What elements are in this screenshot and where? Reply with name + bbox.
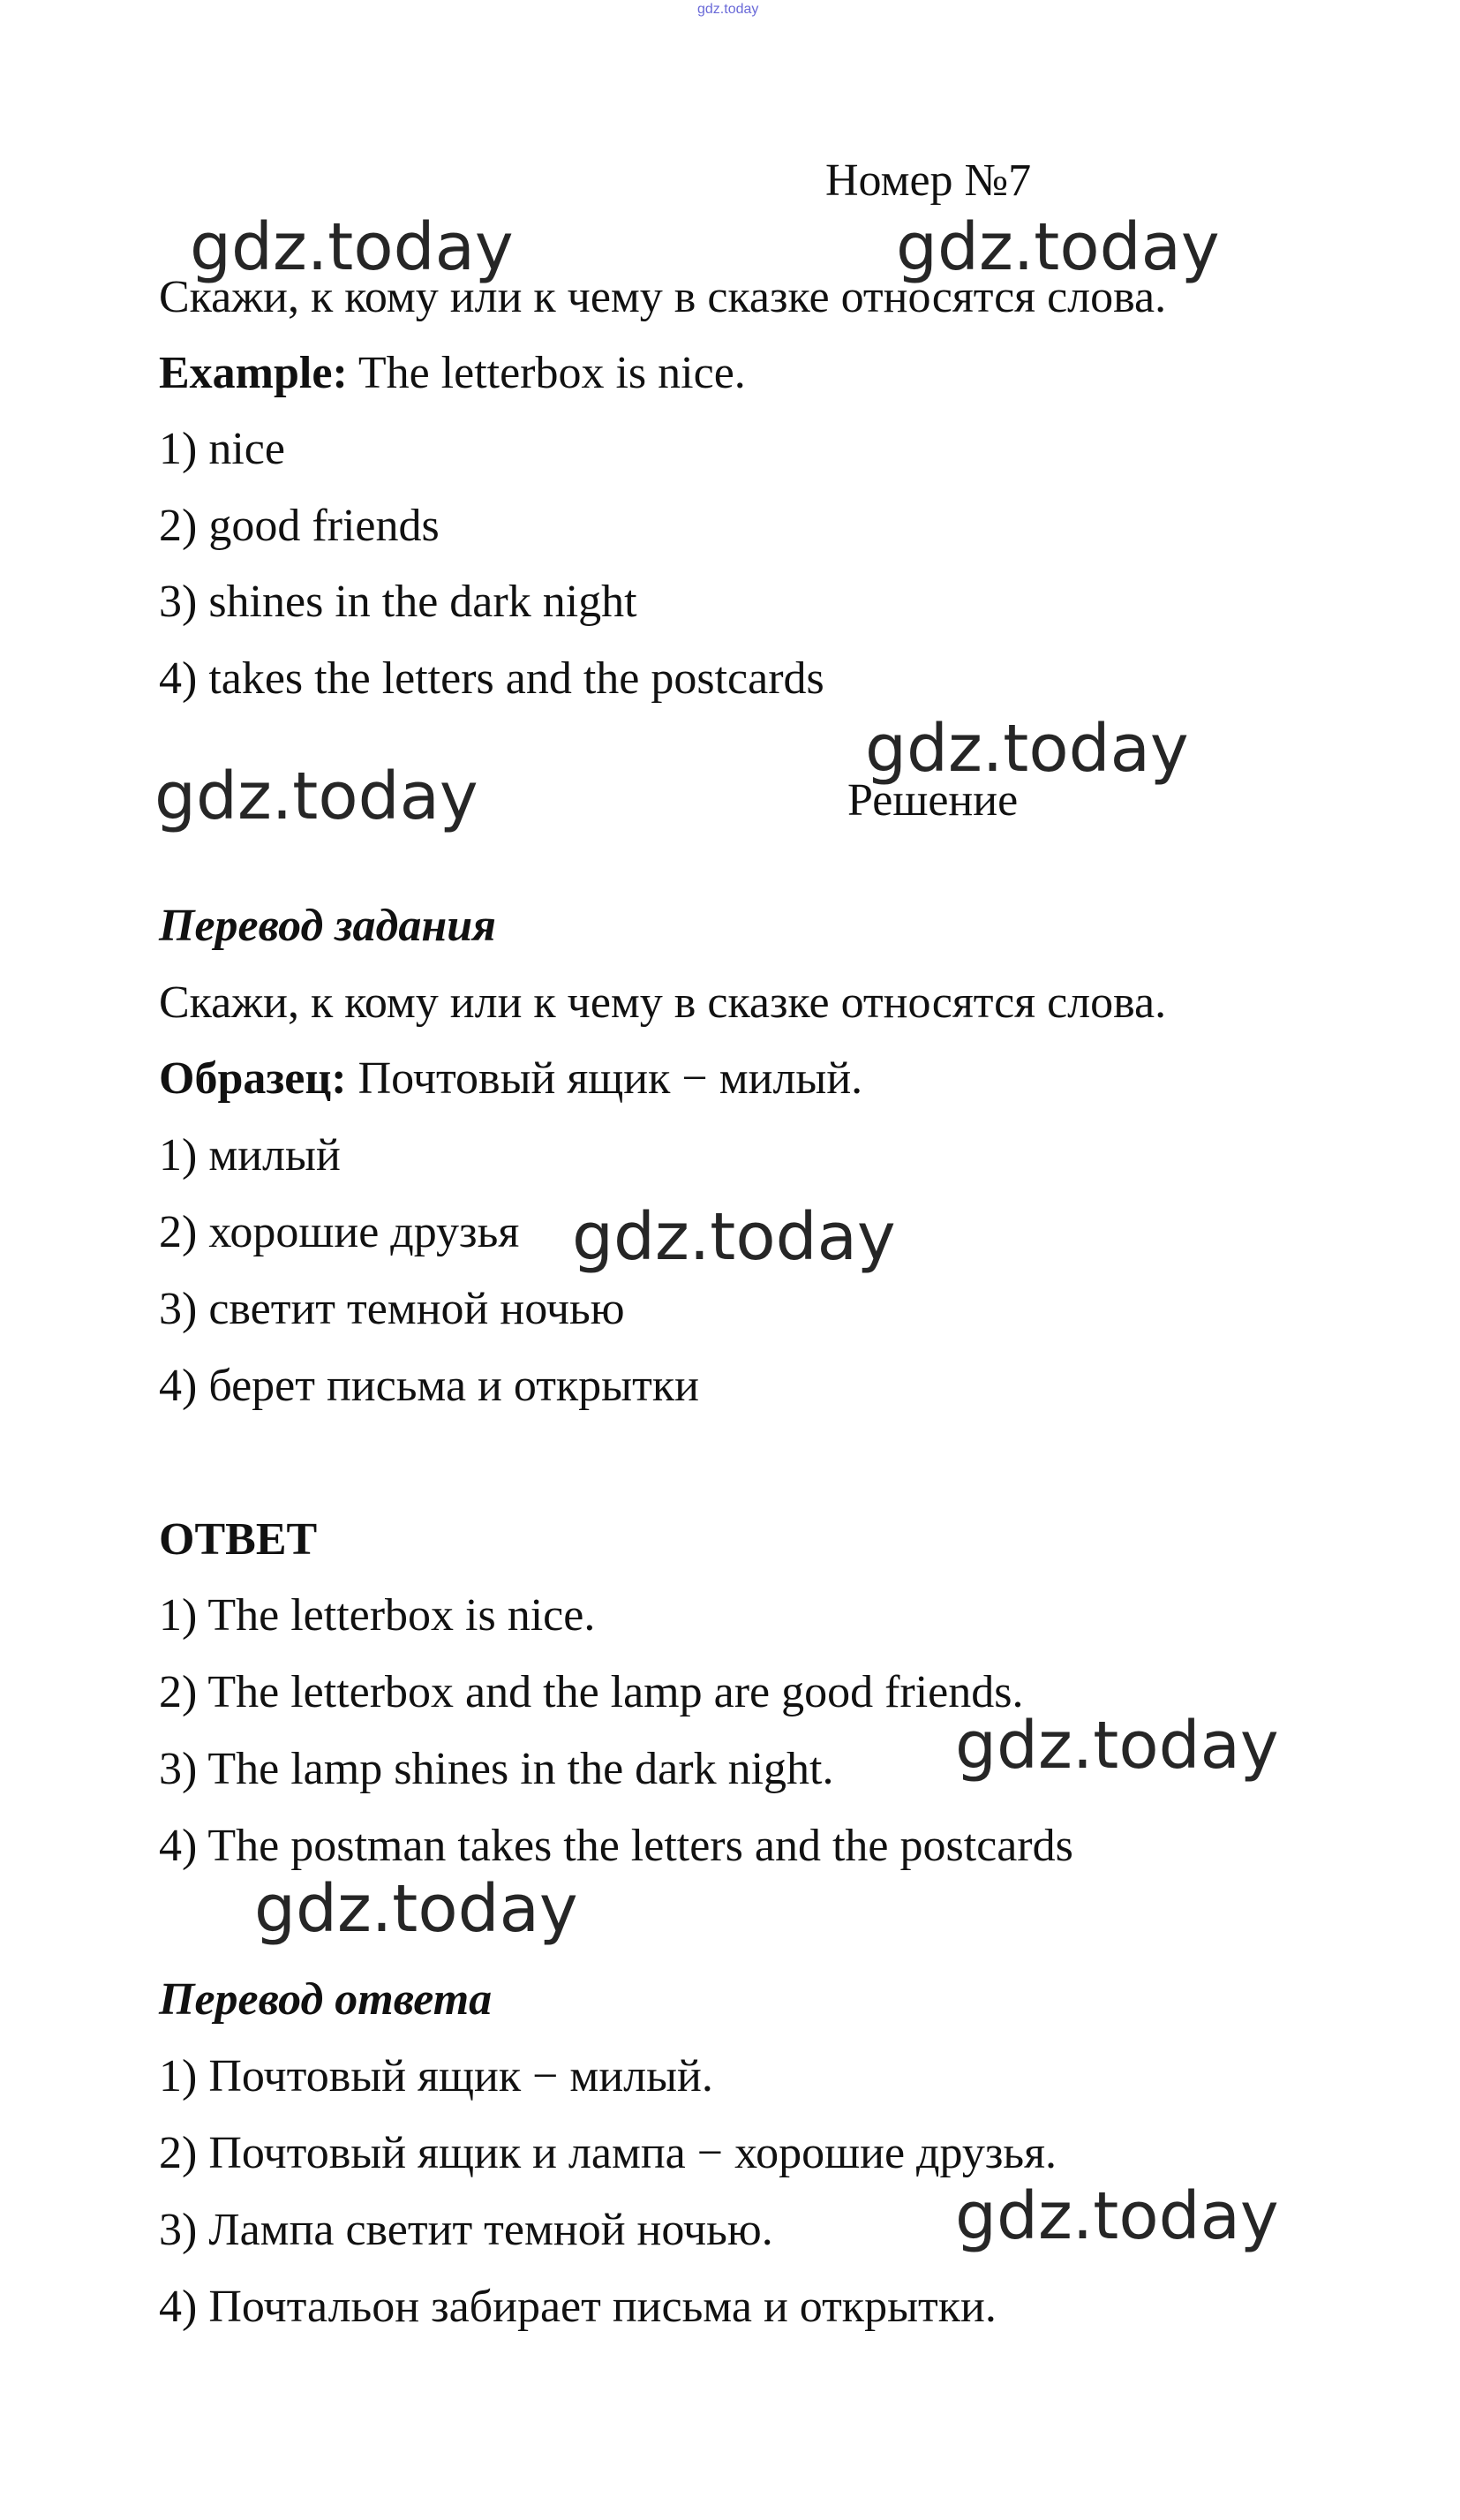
solution-heading: Решение	[847, 775, 1019, 826]
translation-task-item: 4) берет письма и открытки	[159, 1361, 699, 1411]
task-example-label: Example:	[159, 348, 348, 398]
task-instruction: Скажи, к кому или к чему в сказке относятся слова.	[159, 272, 1167, 322]
translation-answer-item: 3) Лампа светит темной ночью.	[159, 2205, 773, 2255]
top-watermark: gdz.today	[697, 2, 759, 17]
task-example	[159, 347, 746, 400]
task-item: 3) shines in the dark night	[159, 577, 637, 627]
translation-answer-item: 1) Почтовый ящик − милый.	[159, 2051, 713, 2101]
translation-task-heading: Перевод задания	[159, 901, 496, 951]
task-item: 4) takes the letters and the postcards	[159, 653, 824, 704]
translation-task-item: 2) хорошие друзья	[159, 1207, 520, 1257]
translation-task-example-text: Почтовый ящик − милый.	[346, 1053, 863, 1104]
answer-item: 1) The letterbox is nice.	[159, 1590, 596, 1641]
translation-task-item: 1) милый	[159, 1130, 341, 1181]
watermark: gdz.today	[190, 209, 514, 285]
translation-task-example-label: Образец:	[159, 1053, 347, 1104]
answer-heading: ОТВЕТ	[159, 1514, 318, 1565]
watermark: gdz.today	[955, 2178, 1279, 2254]
watermark: gdz.today	[154, 758, 478, 834]
watermark: gdz.today	[865, 711, 1189, 787]
translation-answer-heading: Перевод ответа	[159, 1974, 493, 2025]
answer-item: 3) The lamp shines in the dark night.	[159, 1744, 834, 1794]
translation-answer-item: 2) Почтовый ящик и лампа − хорошие друзья.	[159, 2128, 1057, 2178]
watermark: gdz.today	[896, 209, 1220, 285]
page-title: Номер №7	[825, 155, 1032, 206]
watermark: gdz.today	[955, 1708, 1279, 1784]
task-item: 2) good friends	[159, 501, 440, 551]
task-example-text: The letterbox is nice.	[347, 348, 746, 398]
answer-item: 2) The letterbox and the lamp are good friends.	[159, 1667, 1024, 1717]
translation-answer-item: 4) Почтальон забирает письма и открытки.	[159, 2282, 997, 2332]
translation-task-example	[159, 1053, 862, 1105]
translation-task-item: 3) светит темной ночью	[159, 1284, 625, 1334]
watermark: gdz.today	[572, 1199, 896, 1275]
task-item: 1) nice	[159, 424, 285, 474]
answer-item: 4) The postman takes the letters and the postcards	[159, 1821, 1073, 1871]
translation-task-instruction: Скажи, к кому или к чему в сказке относятся слова.	[159, 977, 1167, 1028]
watermark: gdz.today	[254, 1871, 578, 1947]
